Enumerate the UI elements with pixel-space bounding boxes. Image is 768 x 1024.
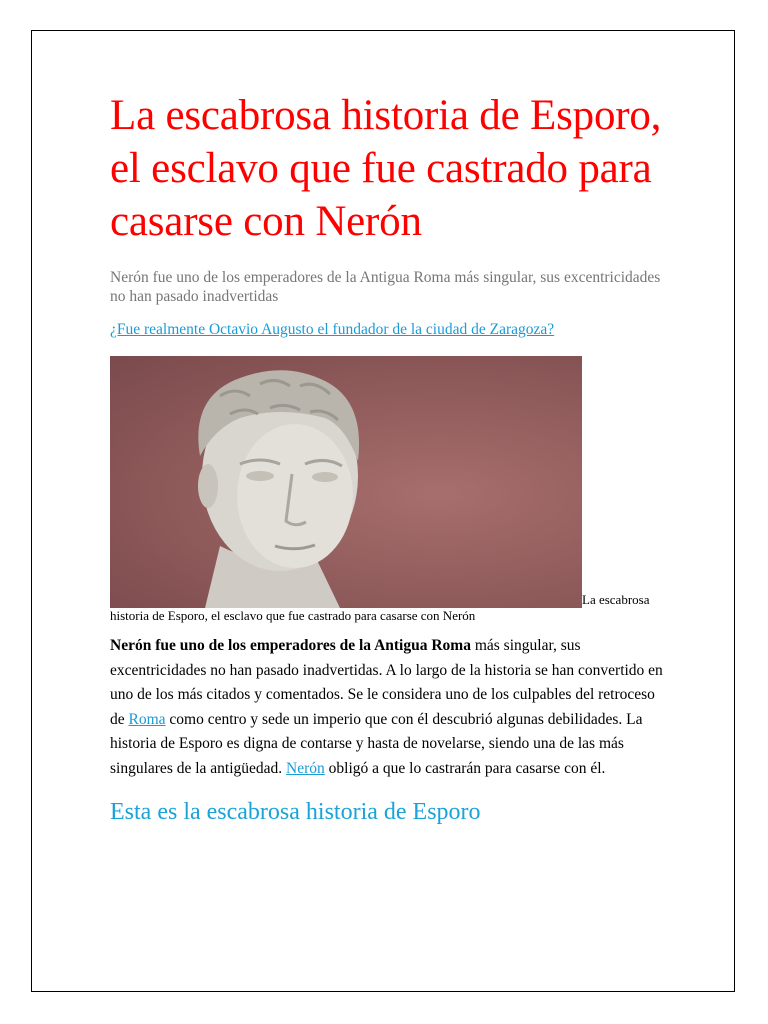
article-title: La escabrosa historia de Esporo, el esclavo que fue castrado para casarse con Nerón [110,92,662,245]
document-page [31,30,735,992]
bust-image [110,356,582,608]
roma-link[interactable]: Roma [128,710,166,728]
section-heading: Esta es la escabrosa historia de Esporo [110,799,481,825]
body-text-3: obligó a que lo castrarán para casarse con él. [324,759,606,777]
body-text-1: más singular, sus excentricidades no han pasado inadvertidas. A lo largo de la historia se han convertido en uno de los más citados y comentados. Se le considera uno de los culpables del retroceso de [110,637,663,728]
article [110,89,670,827]
article-body [110,634,670,781]
article-subtitle: Nerón fue uno de los emperadores de la Antigua Roma más singular, sus excentricidades no han pasado inadvertidas [110,269,661,305]
article-figure [110,356,670,624]
image-caption: La escabrosa historia de Esporo, el esclavo que fue castrado para casarse con Nerón [110,592,650,623]
body-bold-lead: Nerón fue uno de los emperadores de la Antigua Roma [110,637,471,654]
related-article-link[interactable]: ¿Fue realmente Octavio Augusto el fundador de la ciudad de Zaragoza? [110,321,555,338]
neron-link[interactable]: Nerón [286,759,325,777]
body-text-2: como centro y sede un imperio que con él descubrió algunas debilidades. La historia de Esporo es digna de contarse y hasta de novelarse, siendo una de las más singulares de la antigüedad. [110,710,643,777]
